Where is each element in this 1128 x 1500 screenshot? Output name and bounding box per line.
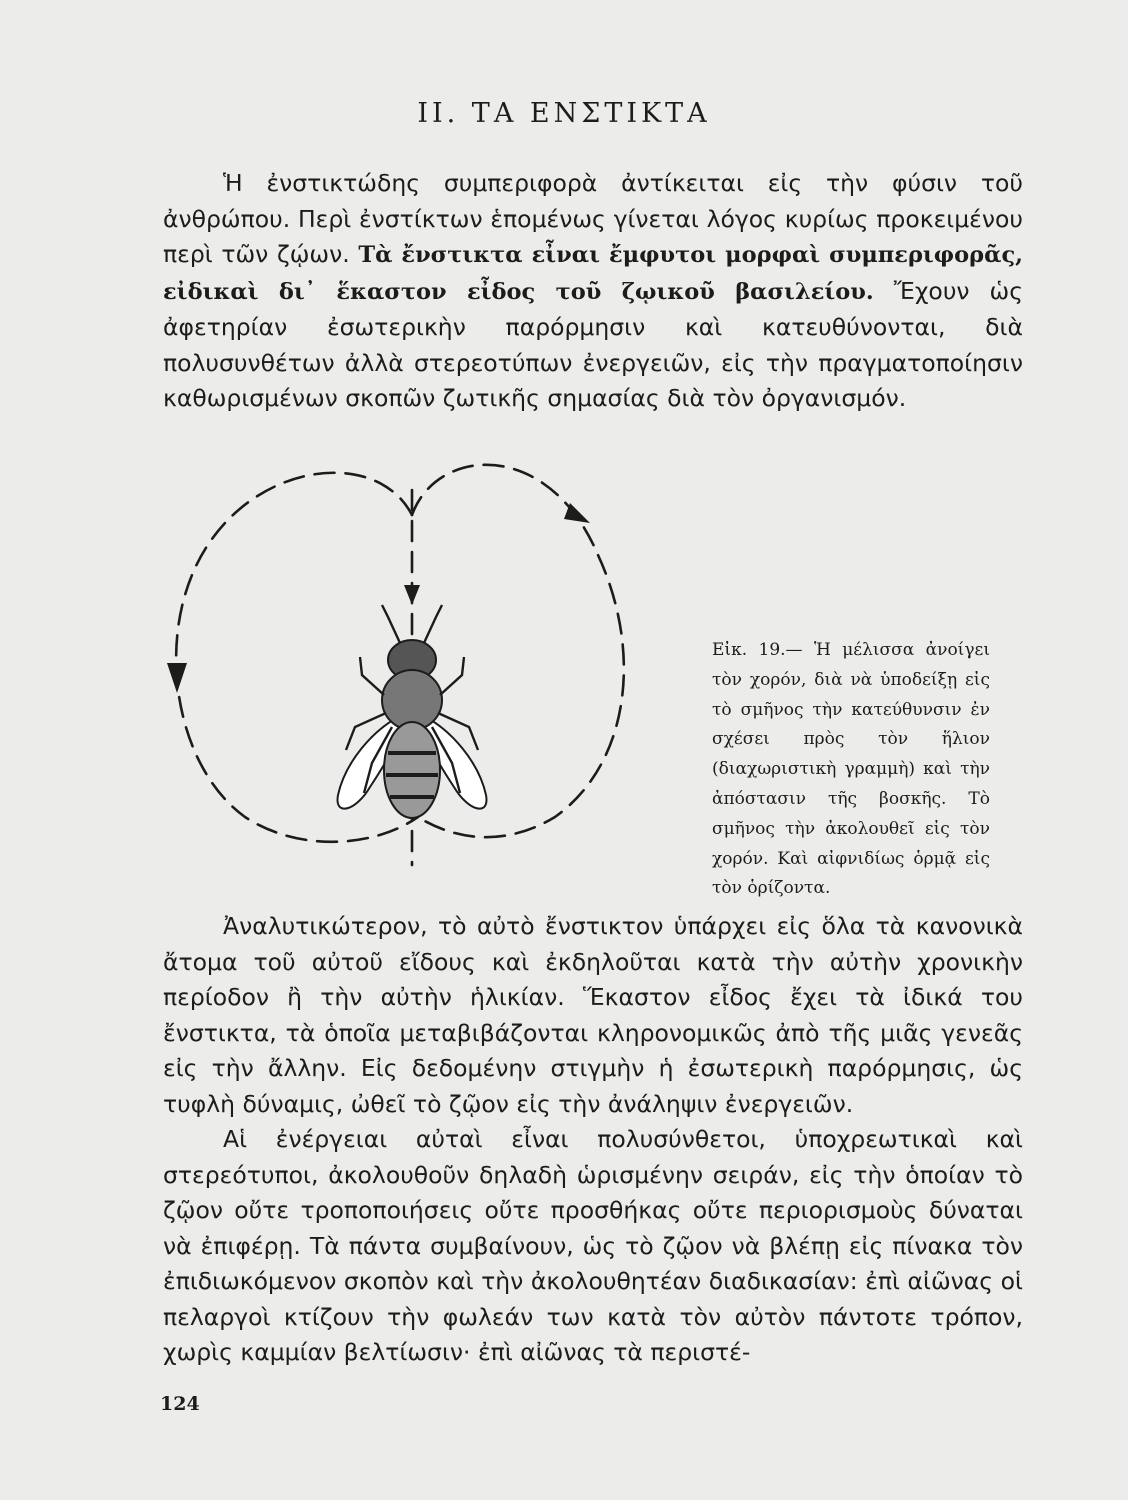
body-paragraph-1: Ἀναλυτικώτερον, τὸ αὐτὸ ἔνστικτον ὑπάρχει εἰς ὅλα τὰ κανονικὰ ἄτομα τοῦ αὐτοῦ εἴδους καὶ ἐκδηλοῦται κατὰ τὴν αὐτὴν χρονικὴν περίοδον ἢ τὴν αὐτὴν ἡλικίαν. Ἕκαστον εἶδος ἔχει τὰ ἰδικά του ἔνστικτα, τὰ ὁποῖα μεταβιβάζονται κληρονομικῶς ἀπὸ τῆς μιᾶς γενεᾶς εἰς τὴν ἄλλην. Εἰς δεδομένην στιγμὴν ἡ ἐσωτερικὴ παρόρμησις, ὡς τυφλὴ δύναμις, ὠθεῖ τὸ ζῷον εἰς τὴν ἀνάληψιν ἐνεργειῶν. bbox=[163, 912, 1023, 1118]
section-heading: II. ΤΑ ΕΝΣΤΙΚΤΑ bbox=[417, 98, 711, 129]
arrow-down-icon bbox=[404, 585, 420, 605]
bee-illustration bbox=[338, 605, 487, 818]
intro-text-1: Ἡ ἐνστικτώδης συμπεριφορὰ ἀντίκειται εἰς τὴν φύσιν τοῦ ἀνθρώπου. Περὶ ἐνστίκτων ἑπομένως γίνεται λόγος κυρίως προκειμένου περὶ τῶν ζῴων. bbox=[163, 169, 1023, 268]
bee-dance-figure bbox=[150, 445, 710, 875]
intro-text-2: Ἔχουν ὡς ἀφετηρίαν ἐσωτερικὴν παρόρμησιν καὶ κατευθύνονται, διὰ πολυσυνθέτων ἀλλὰ στερεοτύπων ἐνεργειῶν, εἰς τὴν πραγματοποίησιν καθωρισμένων σκοπῶν ζωτικῆς σημασίας διὰ τὸν ὀργανισμόν. bbox=[163, 276, 1024, 412]
intro-paragraph bbox=[163, 166, 1023, 417]
intro-bold-definition: Τὰ ἔνστικτα εἶναι ἔμφυτοι μορφαὶ συμπεριφορᾶς, εἰδικαὶ δι᾽ ἕκαστον εἶδος τοῦ ζῳικοῦ βασιλείου. bbox=[163, 242, 1023, 305]
bee-abdomen bbox=[384, 722, 440, 818]
direction-arrows bbox=[167, 503, 590, 693]
dance-loop-right bbox=[412, 465, 624, 837]
page-number: 124 bbox=[160, 1393, 200, 1415]
body-paragraphs bbox=[163, 909, 1023, 1371]
figure-caption: Εἰκ. 19.— Ἡ μέλισσα ἀνοίγει τὸν χορόν, διὰ νὰ ὑποδείξῃ εἰς τὸ σμῆνος τὴν κατεύθυνσιν ἐν σχέσει πρὸς τὸν ἥλιον (διαχωριστικὴ γραμμὴ) καὶ τὴν ἀπόστασιν τῆς βοσκῆς. Τὸ σμῆνος τὴν ἀκολουθεῖ εἰς τὸν χορόν. Καὶ αἰφνιδίως ὁρμᾷ εἰς τὸν ὁρίζοντα. bbox=[712, 640, 990, 899]
dance-loop-left bbox=[176, 473, 418, 842]
arrow-left-icon bbox=[167, 663, 187, 693]
body-paragraph-2: Αἱ ἐνέργειαι αὐταὶ εἶναι πολυσύνθετοι, ὑποχρεωτικαὶ καὶ στερεότυποι, ἀκολουθοῦν δηλαδὴ ὡρισμένην σειράν, εἰς τὴν ὁποίαν τὸ ζῷον οὔτε τροποποιήσεις οὔτε προσθήκας οὔτε περιορισμοὺς δύναται νὰ ἐπιφέρῃ. Τὰ πάντα συμβαίνουν, ὡς τὸ ζῷον νὰ βλέπῃ εἰς πίνακα τὸν ἐπιδιωκόμενον σκοπὸν καὶ τὴν ἀκολουθητέαν διαδικασίαν: ἐπὶ αἰῶνας οἱ πελαργοὶ κτίζουν τὴν φωλεάν των κατὰ τὸν αὐτὸν πάντοτε τρόπον, χωρὶς καμμίαν βελτίωσιν· ἐπὶ αἰῶνας τὰ περιστέ- bbox=[163, 1125, 1023, 1366]
